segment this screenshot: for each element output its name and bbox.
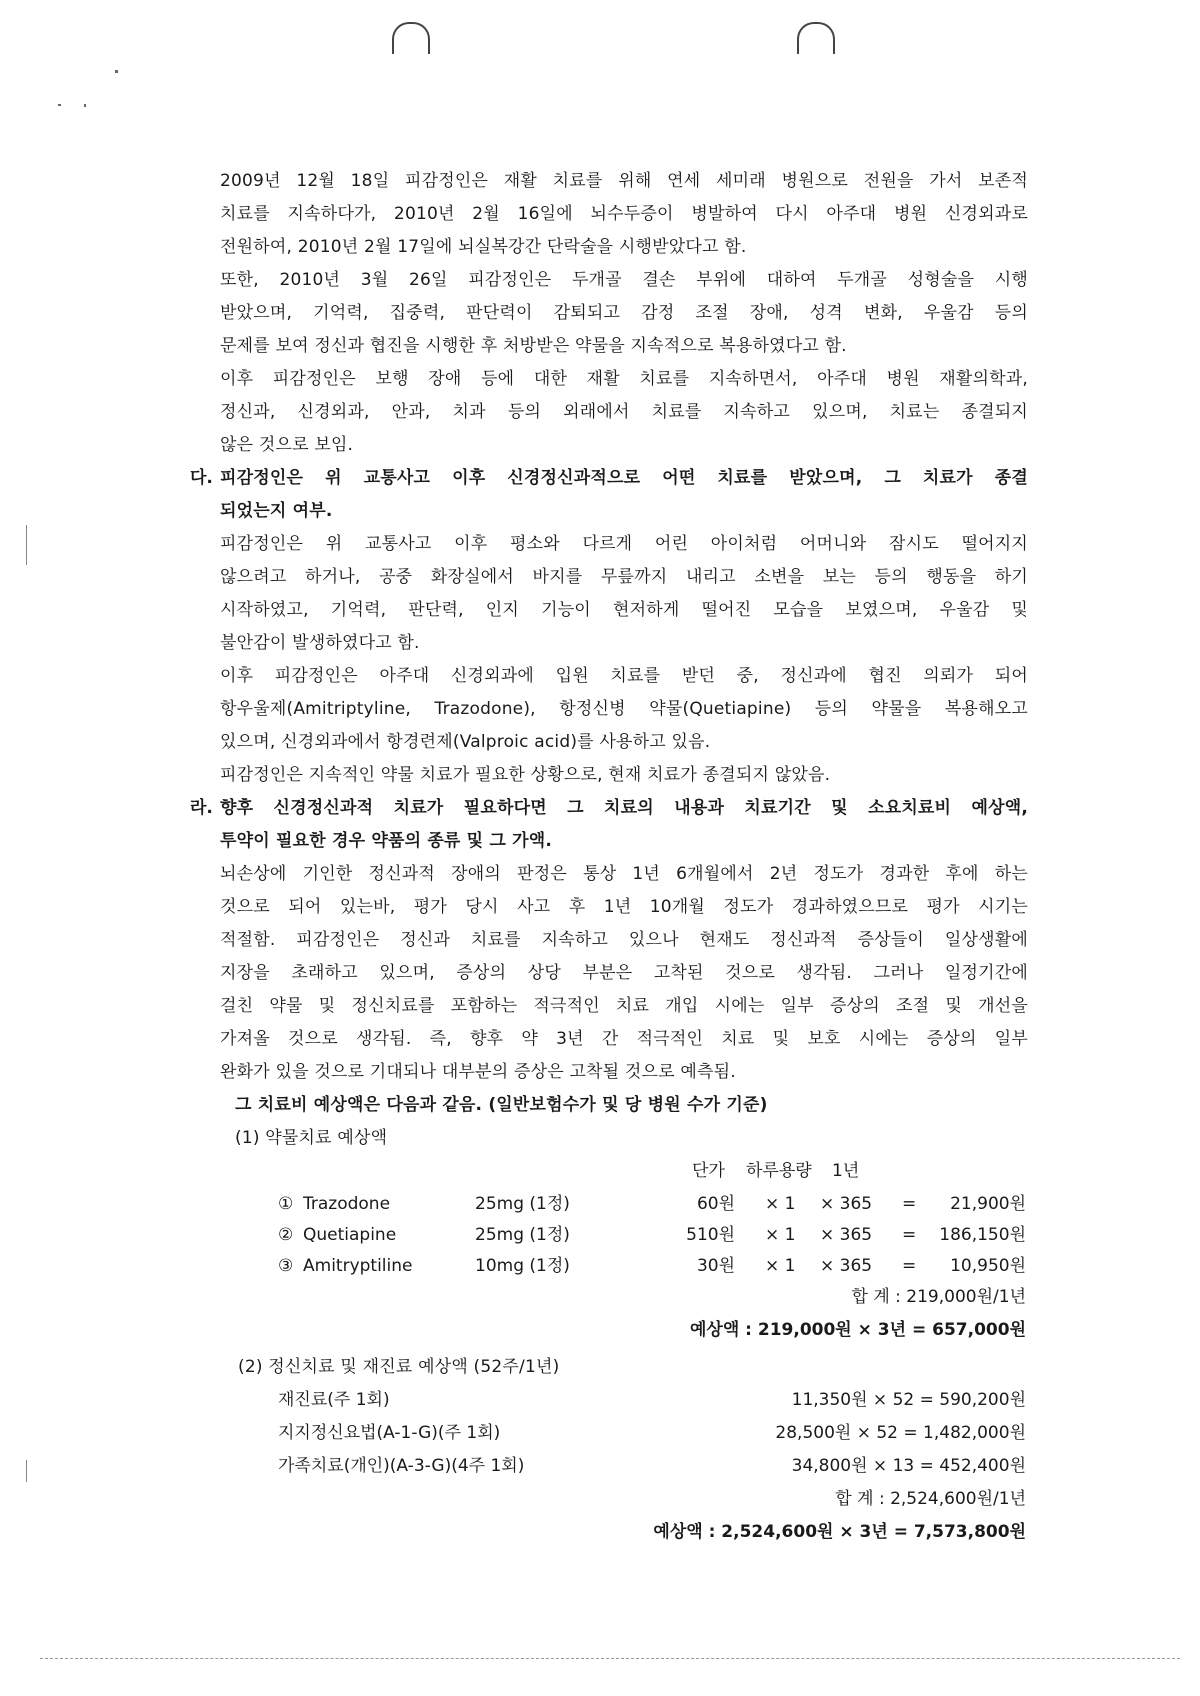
drug-eq: = (902, 1225, 917, 1245)
scan-speck (58, 104, 61, 106)
body-line: 이후 피감정인은 아주대 신경외과에 입원 치료를 받던 중, 정신과에 협진 의뢰가 되어 (220, 666, 1028, 686)
body-line: 치료를 지속하다가, 2010년 2월 16일에 뇌수두증이 병발하여 다시 아주대 병원 신경외과로 (220, 204, 1028, 224)
drug-dose: 25mg (1정) (475, 1225, 570, 1245)
body-line: 피감정인은 지속적인 약물 치료가 필요한 상황으로, 현재 치료가 종결되지 않았음. (220, 765, 831, 785)
drug-name: Quetiapine (303, 1225, 397, 1245)
body-line: 걸친 약물 및 정신치료를 포함하는 적극적인 치료 개입 시에는 일부 증상의 조절 및 개선을 (220, 996, 1028, 1016)
body-line: 지장을 초래하고 있으며, 증상의 상당 부분은 고착된 것으로 생각됨. 그러나 일정기간에 (220, 963, 1028, 983)
scan-footer-line (40, 1658, 1180, 1659)
therapy-section-title: (2) 정신치료 및 재진료 예상액 (52주/1년) (238, 1357, 560, 1377)
drug-days: × 365 (820, 1256, 873, 1276)
scan-speck (115, 70, 118, 73)
drug-price: 30원 (696, 1256, 735, 1276)
scan-edge-mark (26, 525, 27, 565)
drug-eq: = (902, 1194, 917, 1214)
section-marker-ra: 라. (190, 798, 213, 818)
drug-price: 60원 (696, 1194, 735, 1214)
body-line: 또한, 2010년 3월 26일 피감정인은 두개골 결손 부위에 대하여 두개골 성형술을 시행 (220, 270, 1028, 290)
body-line: 전원하여, 2010년 2월 17일에 뇌실복강간 단락술을 시행받았다고 함. (220, 237, 747, 257)
therapy-calc: 11,350원 × 52 = 590,200원 (791, 1390, 1026, 1410)
body-line: 받았으며, 기억력, 집중력, 판단력이 감퇴되고 감정 조절 장애, 성격 변화, 우울감 등의 (220, 303, 1028, 323)
drug-sum: 합 계 : 219,000원/1년 (851, 1287, 1026, 1307)
drug-daily: × 1 (765, 1256, 796, 1276)
drug-section-title: (1) 약물치료 예상액 (235, 1128, 388, 1148)
drug-dose: 25mg (1정) (475, 1194, 570, 1214)
drug-daily: × 1 (765, 1194, 796, 1214)
body-line: 뇌손상에 기인한 정신과적 장애의 판정은 통상 1년 6개월에서 2년 정도가 경과한 후에 하는 (220, 864, 1028, 884)
body-line: 항우울제(Amitriptyline, Trazodone), 항정신병 약물(Quetiapine) 등의 약물을 복용해오고 (220, 699, 1028, 719)
body-line: 불안감이 발생하였다고 함. (220, 633, 420, 653)
body-line: 가져올 것으로 생각됨. 즉, 향후 약 3년 간 적극적인 치료 및 보호 시에는 증상의 일부 (220, 1029, 1028, 1049)
therapy-label: 재진료(주 1회) (278, 1390, 390, 1410)
drug-header-year: 1년 (832, 1161, 860, 1181)
section-heading: 되었는지 여부. (220, 501, 333, 521)
body-line: 적절함. 피감정인은 정신과 치료를 지속하고 있으나 현재도 정신과적 증상들이 일상생활에 (220, 930, 1028, 950)
drug-eq: = (902, 1256, 917, 1276)
scan-edge-mark (26, 1460, 27, 1482)
body-line: 이후 피감정인은 보행 장애 등에 대한 재활 치료를 지속하면서, 아주대 병원 재활의학과, (220, 369, 1028, 389)
drug-days: × 365 (820, 1225, 873, 1245)
scan-speck (84, 104, 86, 107)
drug-header-unit: 단가 (692, 1161, 725, 1181)
drug-no: ② (278, 1225, 294, 1245)
drug-header-daily: 하루용량 (746, 1161, 812, 1181)
drug-no: ① (278, 1194, 294, 1214)
drug-estimate: 예상액 : 219,000원 × 3년 = 657,000원 (689, 1320, 1026, 1340)
drug-no: ③ (278, 1256, 294, 1276)
body-line: 피감정인은 위 교통사고 이후 평소와 다르게 어린 아이처럼 어머니와 잠시도 떨어지지 (220, 534, 1028, 554)
drug-daily: × 1 (765, 1225, 796, 1245)
body-line: 있으며, 신경외과에서 항경련제(Valproic acid)를 사용하고 있음. (220, 732, 711, 752)
drug-name: Trazodone (303, 1194, 391, 1214)
body-line: 2009년 12월 18일 피감정인은 재활 치료를 위해 연세 세미래 병원으로 전원을 가서 보존적 (220, 171, 1028, 191)
therapy-label: 가족치료(개인)(A-3-G)(4주 1회) (278, 1456, 525, 1476)
body-line: 것으로 되어 있는바, 평가 당시 사고 후 1년 10개월 정도가 경과하였으므로 평가 시기는 (220, 897, 1028, 917)
drug-price: 510원 (686, 1225, 735, 1245)
drug-days: × 365 (820, 1194, 873, 1214)
drug-name: Amitryptiline (303, 1256, 413, 1276)
section-marker-da: 다. (190, 468, 213, 488)
body-line: 문제를 보여 정신과 협진을 시행한 후 처방받은 약물을 지속적으로 복용하였다고 함. (220, 336, 847, 356)
section-heading: 향후 신경정신과적 치료가 필요하다면 그 치료의 내용과 치료기간 및 소요치료비 예상액, (220, 798, 1028, 818)
body-line: 시작하였고, 기억력, 판단력, 인지 기능이 현저하게 떨어진 모습을 보였으며, 우울감 및 (220, 600, 1028, 620)
punch-hole-left (392, 22, 430, 54)
drug-total: 186,150원 (939, 1225, 1026, 1245)
drug-total: 10,950원 (950, 1256, 1026, 1276)
cost-intro: 그 치료비 예상액은 다음과 같음. (일반보험수가 및 당 병원 수가 기준) (235, 1095, 768, 1115)
therapy-calc: 34,800원 × 13 = 452,400원 (791, 1456, 1026, 1476)
body-line: 않은 것으로 보임. (220, 435, 354, 455)
section-heading: 투약이 필요한 경우 약품의 종류 및 그 가액. (220, 831, 553, 851)
body-line: 완화가 있을 것으로 기대되나 대부분의 증상은 고착될 것으로 예측됨. (220, 1062, 736, 1082)
drug-dose: 10mg (1정) (475, 1256, 570, 1276)
therapy-calc: 28,500원 × 52 = 1,482,000원 (775, 1423, 1026, 1443)
therapy-label: 지지정신요법(A-1-G)(주 1회) (278, 1423, 501, 1443)
drug-total: 21,900원 (950, 1194, 1026, 1214)
therapy-estimate: 예상액 : 2,524,600원 × 3년 = 7,573,800원 (653, 1522, 1026, 1542)
therapy-sum: 합 계 : 2,524,600원/1년 (835, 1489, 1026, 1509)
section-heading: 피감정인은 위 교통사고 이후 신경정신과적으로 어떤 치료를 받았으며, 그 치료가 종결 (220, 468, 1028, 488)
body-line: 정신과, 신경외과, 안과, 치과 등의 외래에서 치료를 지속하고 있으며, 치료는 종결되지 (220, 402, 1028, 422)
body-line: 않으려고 하거나, 공중 화장실에서 바지를 무릎까지 내리고 소변을 보는 등의 행동을 하기 (220, 567, 1028, 587)
punch-hole-right (797, 22, 835, 54)
